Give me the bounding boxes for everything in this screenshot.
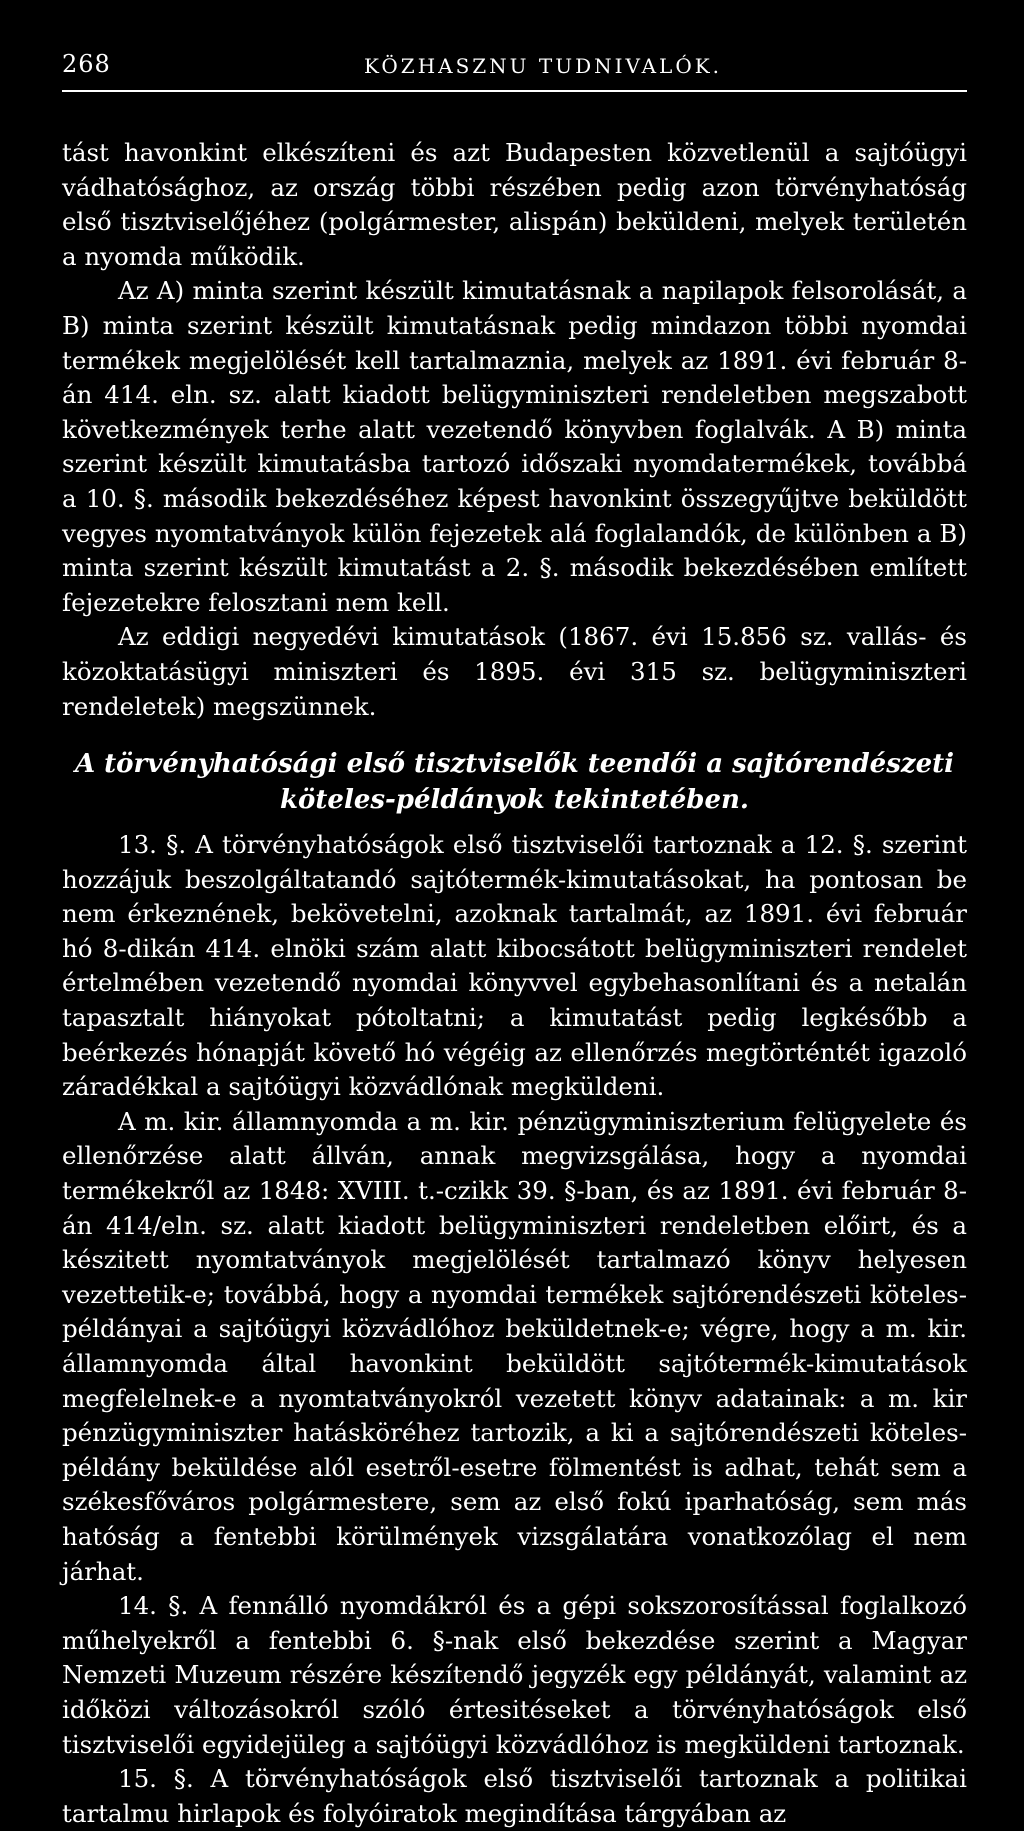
paragraph: 13. §. A törvényhatóságok első tisztviselői tartoznak a 12. §. szerint hozzájuk beszolgáltatandó sajtótermék-kimutatásokat, ha pontosan be nem érkeznének, bekövetelni, azoknak tartalmát, az 1891. évi február hó 8-dikán 414. elnöki szám alatt kibocsátott belügyminiszteri rendelet értelmében vezetendő nyomdai könyvvel egybehasonlítani és a netalán tapasztalt hiányokat pótoltatni; a kimutatást pedig legkésőbb a beérkezés hónapját követő hó végéig az ellenőrzés megtörténtét igazoló záradékkal a sajtóügyi közvádlónak megküldeni.	[62, 830, 967, 1102]
paragraph: 15. §. A törvényhatóságok első tisztviselői tartoznak a politikai tartalmu hirlapok és folyóiratok megindítása tárgyában az	[62, 1764, 967, 1828]
section-heading-line: A törvényhatósági első tisztviselők teendői a sajtórendészeti	[74, 749, 955, 780]
paragraph: Az eddigi negyedévi kimutatások (1867. évi 15.856 sz. vallás- és közoktatásügyi miniszteri és 1895. évi 315 sz. belügyminiszteri rendeletek) megszünnek.	[62, 622, 967, 721]
section-heading	[62, 746, 967, 818]
paragraph: Az A) minta szerint készült kimutatásnak a napilapok felsorolását, a B) minta szerint készült kimutatásnak pedig mindazon többi nyomdai termékek megjelölését kell tartalmaznia, melyek az 1891. évi február 8-án 414. eln. sz. alatt kiadott belügyminiszteri rendeletben megszabott következmények terhe alatt vezetendő könyvben foglalvák. A B) minta szerint készült kimutatásba tartozó időszaki nyomdatermékek, továbbá a 10. §. második bekezdéséhez képest havonkint összegyűjtve beküldött vegyes nyomtatványok külön fejezetek alá foglalandók, de különben a B) minta szerint készült kimutatást a 2. §. második bekezdésében említett fejezetekre felosztani nem kell.	[62, 276, 967, 617]
section-heading-line: köteles-példányok tekintetében.	[280, 785, 749, 816]
body-text	[62, 136, 967, 1831]
page-number: 268	[62, 50, 111, 78]
page-header	[62, 50, 967, 90]
paragraph: tást havonkint elkészíteni és azt Budapesten közvetlenül a sajtóügyi vádhatósághoz, az ország többi részében pedig azon törvényhatóság első tisztviselőjéhez (polgármester, alispán) beküldeni, melyek területén a nyomda működik.	[62, 138, 967, 271]
paragraph: 14. §. A fennálló nyomdákról és a gépi sokszorosítással foglalkozó műhelyekről a fentebbi 6. §-nak első bekezdése szerint a Magyar Nemzeti Muzeum részére készítendő jegyzék egy példányát, valamint az időközi változásokról szóló értesitéseket a törvényhatóságok első tisztviselői egyidejüleg a sajtóügyi közvádlóhoz is megküldeni tartoznak.	[62, 1591, 967, 1759]
paragraph: A m. kir. államnyomda a m. kir. pénzügyminiszterium felügyelete és ellenőrzése alatt állván, annak megvizsgálása, hogy a nyomdai termékekről az 1848: XVIII. t.-czikk 39. §-ban, és az 1891. évi február 8-án 414/eln. sz. alatt kiadott belügyminiszteri rendeletben előirt, és a készitett nyomtatványok megjelölését tartalmazó könyv helyesen vezettetik-e; továbbá, hogy a nyomdai termékek sajtórendészeti köteles-példányai a sajtóügyi közvádlóhoz beküldetnek-e; végre, hogy a m. kir. államnyomda által havonkint beküldött sajtótermék-kimutatások megfelelnek-e a nyomtatványokról vezetett könyv adatainak: a m. kir pénzügyminiszter hatásköréhez tartozik, a ki a sajtórendészeti köteles-példány beküldése alól esetről-esetre fölmentést is adhat, tehát sem a székesfőváros polgármestere, sem az első fokú iparhatóság, sem más hatóság a fentebbi körülmények vizsgálatára vonatkozólag el nem járhat.	[62, 1106, 967, 1586]
header-rule	[62, 90, 967, 92]
running-head: KÖZHASZNU TUDNIVALÓK.	[364, 54, 723, 78]
